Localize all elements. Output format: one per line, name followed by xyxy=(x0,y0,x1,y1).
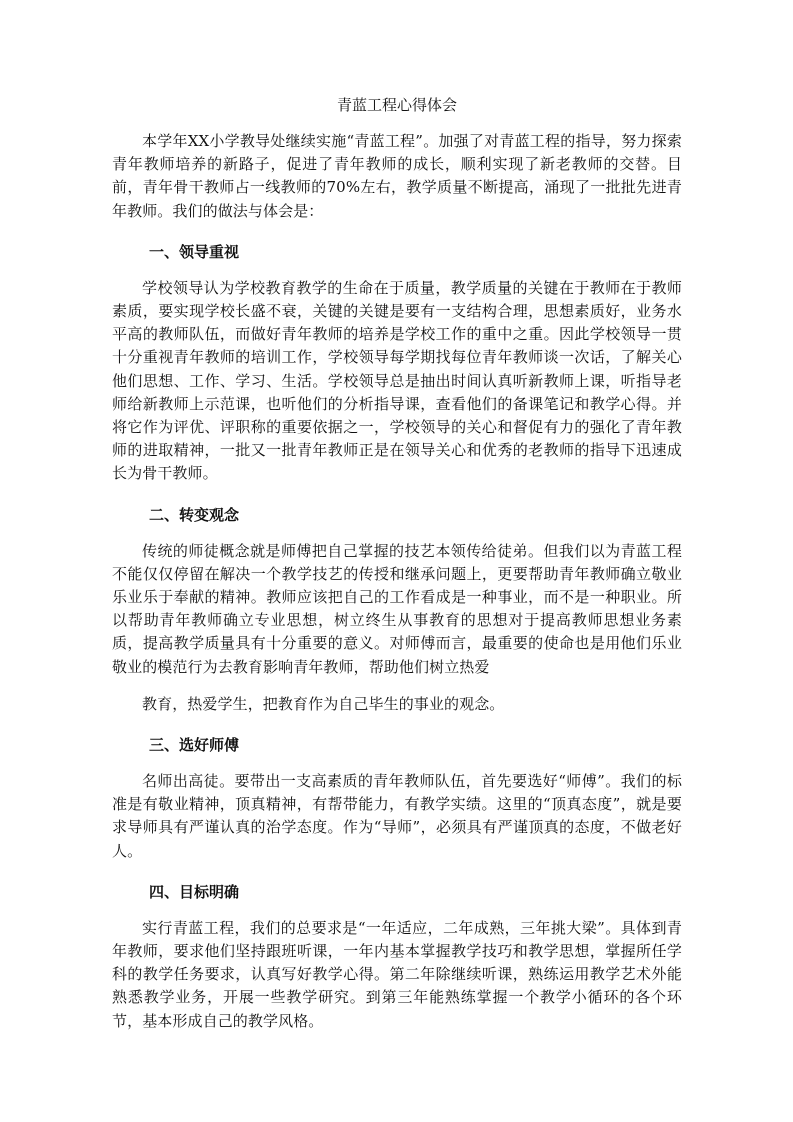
document-page xyxy=(112,94,682,1033)
section-2-paragraph-1: 传统的师徒概念就是师傅把自己掌握的技艺本领传给徒弟。但我们以为青蓝工程不能仅仅停留在解决一个教学技艺的传授和继承问题上，更要帮助青年教师确立敬业乐业乐于奉献的精神。教师应该把自己的工作看成是一种事业，而不是一种职业。所以帮助青年教师确立专业思想，树立终生从事教育的思想对于提高教师思想业务素质，提高教学质量具有十分重要的意义。对师傅而言，最重要的使命也是用他们乐业敬业的模范行为去教育影响青年教师，帮助他们树立热爱 xyxy=(112,541,682,676)
section-2-paragraph-2: 教育，热爱学生，把教育作为自己毕生的事业的观念。 xyxy=(142,694,505,713)
section-heading-1: 一、领导重视 xyxy=(149,242,240,261)
intro-paragraph: 本学年XX小学教导处继续实施“青蓝工程”。加强了对青蓝工程的指导，努力探索青年教师培养的新路子，促进了青年教师的成长，顺利实现了新老教师的交替。目前，青年骨干教师占一线教师的70%左右，教学质量不断提高，涌现了一批批先进青年教师。我们的做法与体会是： xyxy=(112,132,682,220)
section-heading-4: 四、目标明确 xyxy=(149,882,240,901)
section-1-paragraph-1: 学校领导认为学校教育教学的生命在于质量，教学质量的关键在于教师在于教师素质，要实现学校长盛不衰，关键的关键是要有一支结构合理，思想素质好，业务水平高的教师队伍，而做好青年教师的培养是学校工作的重中之重。因此学校领导一贯十分重视青年教师的培训工作，学校领导每学期找每位青年教师谈一次话，了解关心他们思想、工作、学习、生活。学校领导总是抽出时间认真听新教师上课，听指导老师给新教师上示范课，也听他们的分析指导课，查看他们的备课笔记和教学心得。并将它作为评优、评职称的重要依据之一，学校领导的关心和督促有力的强化了青年教师的进取精神，一批又一批青年教师正是在领导关心和优秀的老教师的指导下迅速成长为骨干教师。 xyxy=(112,278,682,483)
document-title: 青蓝工程心得体会 xyxy=(336,96,457,114)
section-4-paragraph-1: 实行青蓝工程，我们的总要求是“一年适应，二年成熟，三年挑大梁”。具体到青年教师，要求他们坚持跟班听课，一年内基本掌握教学技巧和教学思想，掌握所任学科的教学任务要求，认真写好教学心得。第二年除继续听课，熟练运用教学艺术外能熟悉教学业务，开展一些教学研究。到第三年能熟练掌握一个教学小循环的各个环节，基本形成自己的教学风格。 xyxy=(112,918,682,1030)
section-heading-2: 二、转变观念 xyxy=(149,505,240,524)
section-3-paragraph-1: 名师出高徒。要带出一支高素质的青年教师队伍，首先要选好“师傅”。我们的标准是有敬业精神，顶真精神，有帮带能力，有教学实绩。这里的“顶真态度”，就是要求导师具有严谨认真的治学态度。作为“导师”，必须具有严谨顶真的态度，不做老好人。 xyxy=(112,772,682,860)
section-heading-3: 三、选好师傅 xyxy=(149,736,240,755)
